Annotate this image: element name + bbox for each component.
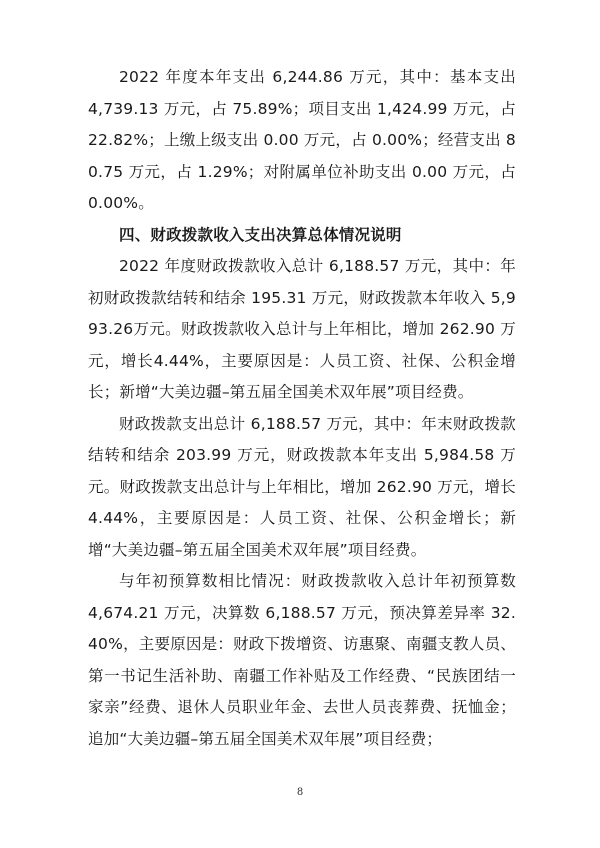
appropriation-expenditure-paragraph: 财政拨款支出总计 6,188.57 万元，其中：年末财政拨款结转和结余 203.99 万元，财政拨款本年支出 5,984.58 万元。财政拨款支出总计与上年相比，增加 262.90 万元，增长 4.44%，主要原因是：人员工资、社保、公积金增长；新增“大美边疆–第五届全国美术双年展”项目经费。 (88, 414, 516, 559)
appropriation-income-paragraph: 2022 年度财政拨款收入总计 6,188.57 万元，其中：年初财政拨款结转和结余 195.31 万元，财政拨款本年收入 5,993.26万元。财政拨款收入总计与上年相比，增加 262.90 万元，增长4.44%，主要原因是：人员工资、社保、公积金增长；新增“大美边疆–第五届全国美术双年展”项目经费。 (88, 257, 516, 401)
section-heading: 四、财政拨款收入支出决算总体情况说明 (119, 225, 402, 244)
document-body (88, 62, 516, 755)
page-number: 8 (296, 787, 304, 798)
budget-comparison-paragraph: 与年初预算数相比情况：财政拨款收入总计年初预算数 4,674.21 万元，决算数 6,188.57 万元，预决算差异率 32.40%，主要原因是：财政下拨增资、访惠聚、南疆支教人员、第一书记生活补助、南疆工作补贴及工作经费、“民族团结一家亲”经费、退休人员职业年金、去世人员丧葬费、抚恤金；追加“大美边疆–第五届全国美术双年展”项目经费； (88, 572, 516, 748)
expenditure-summary-paragraph: 2022 年度本年支出 6,244.86 万元，其中：基本支出 4,739.13 万元，占 75.89%；项目支出 1,424.99 万元，占 22.82%；上缴上级支出 0.00 万元，占 0.00%；经营支出 80.75 万元，占 1.29%；对附属单位补助支出 0.00 万元，占 0.00%。 (88, 68, 516, 212)
